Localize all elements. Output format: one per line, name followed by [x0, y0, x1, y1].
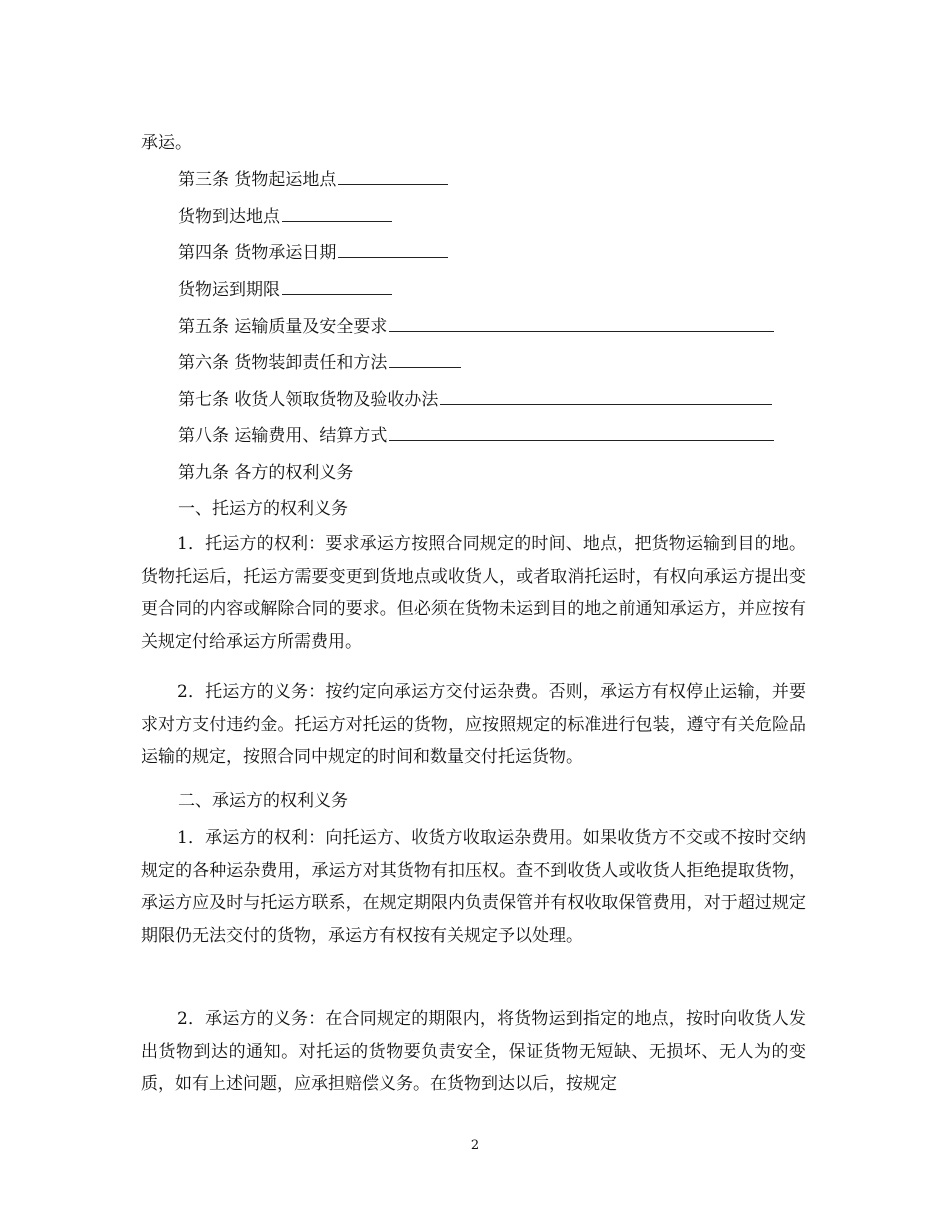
fill-in-blank[interactable] — [338, 168, 448, 185]
paragraph-carrier-duties: 2．承运方的义务：在合同规定的期限内，将货物运到指定的地点，按时向收货人发出货物到达的通知。对托运的货物要负责安全，保证货物无短缺、无损坏、无人为的变质，如有上述问题，应承担赔偿义务。在货物到达以后，按规定 — [141, 1009, 806, 1094]
clause-label: 货物到达地点 — [178, 207, 280, 227]
clause-label: 第六条 货物装卸责任和方法 — [178, 353, 388, 373]
fill-in-blank[interactable] — [389, 424, 774, 441]
section-heading: 二、承运方的权利义务 — [178, 791, 348, 811]
paragraph-carrier-rights: 1．承运方的权利：向托运方、收货方收取运杂费用。如果收货方不交或不按时交纳规定的各种运杂费用，承运方对其货物有扣压权。查不到收货人或收货人拒绝提取货物，承运方应及时与托运方联系，在规定期限内负责保管并有权收取保管费用，对于超过规定期限仍无法交付的货物，承运方有权按有关规定予以处理。 — [141, 828, 806, 946]
deadline-line — [178, 278, 392, 302]
clause-6-line — [178, 351, 461, 375]
clause-8-line — [178, 424, 774, 448]
fill-in-blank[interactable] — [338, 241, 448, 258]
clause-5-line — [178, 315, 774, 339]
clause-4-line — [178, 241, 448, 265]
clause-label: 第四条 货物承运日期 — [178, 243, 337, 263]
fill-in-blank[interactable] — [389, 315, 774, 332]
fill-in-blank[interactable] — [282, 205, 392, 222]
paragraph-shipper-rights: 1．托运方的权利：要求承运方按照合同规定的时间、地点，把货物运输到目的地。货物托运后，托运方需要变更到货地点或收货人，或者取消托运时，有权向承运方提出变更合同的内容或解除合同的要求。但必须在货物未运到目的地之前通知承运方，并应按有关规定付给承运方所需费用。 — [141, 534, 806, 652]
clause-3-line — [178, 168, 448, 192]
fill-in-blank[interactable] — [389, 351, 461, 368]
destination-line — [178, 205, 392, 229]
clause-label: 第八条 运输费用、结算方式 — [178, 426, 388, 446]
paragraph-shipper-duties: 2．托运方的义务：按约定向承运方交付运杂费。否则，承运方有权停止运输，并要求对方支付违约金。托运方对托运的货物，应按照规定的标准进行包装，遵守有关危险品运输的规定，按照合同中规定的时间和数量交付托运货物。 — [141, 682, 806, 767]
fill-in-blank[interactable] — [440, 388, 772, 405]
page-number: 2 — [470, 1138, 480, 1153]
fill-in-blank[interactable] — [282, 278, 392, 295]
clause-label: 货物运到期限 — [178, 280, 280, 300]
clause-label: 第七条 收货人领取货物及验收办法 — [178, 390, 439, 410]
text-line: 承运。 — [141, 133, 192, 153]
section-heading: 一、托运方的权利义务 — [178, 499, 348, 519]
clause-9-heading: 第九条 各方的权利义务 — [178, 463, 354, 483]
clause-7-line — [178, 388, 772, 412]
clause-label: 第五条 运输质量及安全要求 — [178, 317, 388, 337]
clause-label: 第三条 货物起运地点 — [178, 170, 337, 190]
